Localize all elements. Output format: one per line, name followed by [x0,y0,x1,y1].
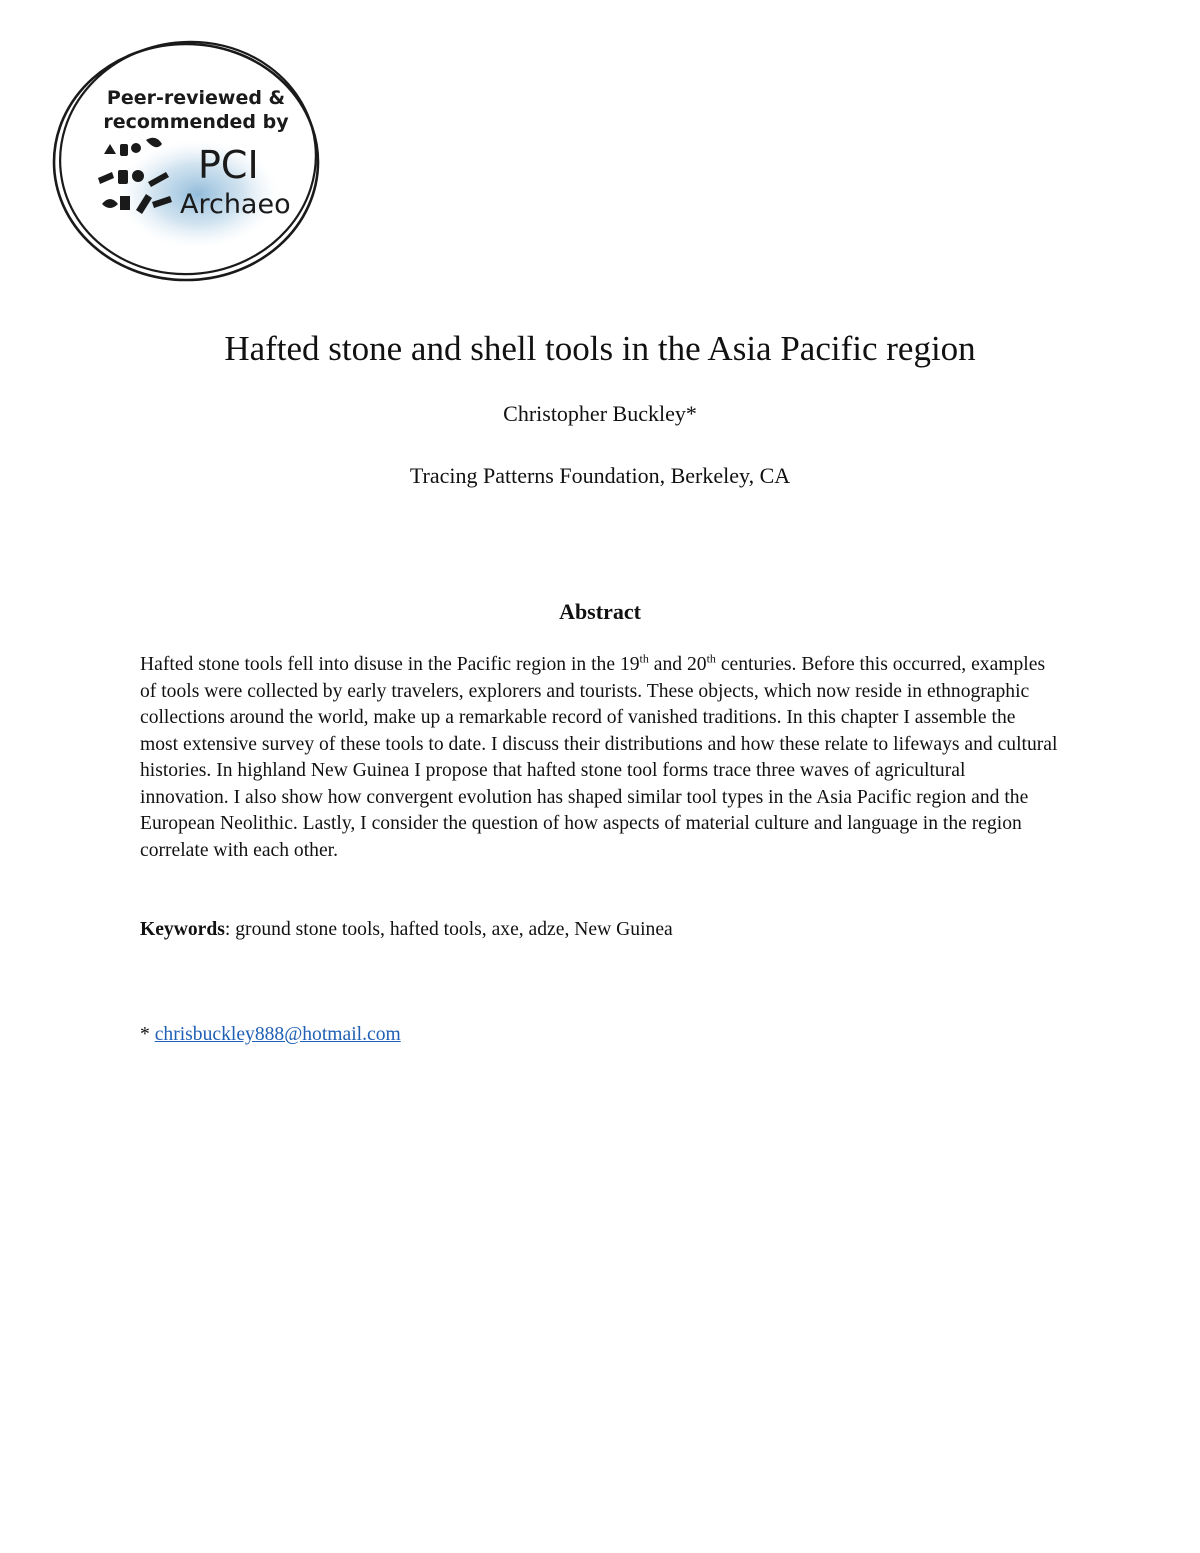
jar-icon [118,170,128,184]
badge-line2: recommended by [103,111,289,133]
abstract-text-1: Hafted stone tools fell into disuse in the Pacific region in the 19 [140,654,640,675]
paper-author: Christopher Buckley* [503,401,697,426]
author-email-link[interactable]: chrisbuckley888@hotmail.com [154,1024,401,1045]
trowel-icon [98,172,114,184]
paper-affiliation: Tracing Patterns Foundation, Berkeley, CA [409,463,791,488]
abstract-sup-2: th [706,651,716,666]
paper-title: Hafted stone and shell tools in the Asia Pacific region [224,329,976,368]
skull-icon [131,143,141,153]
badge-graphic [48,36,328,286]
bird-icon [146,138,162,147]
badge-archaeo: Archaeo [180,189,291,220]
author-footnote [140,1022,401,1049]
pyramid-icon [104,144,116,154]
leaf-icon [102,199,118,208]
keywords-list: : ground stone tools, hafted tools, axe, adze, New Guinea [224,919,673,940]
keywords-label: Keywords [140,919,225,940]
abstract-text-2: and 20 [648,654,707,675]
badge-line1: Peer-reviewed & [106,87,286,109]
footnote-marker: * [140,1024,155,1045]
abstract-body [140,652,1058,864]
peer-review-badge [48,36,328,286]
keywords [140,917,1060,944]
coin-icon [132,170,144,182]
abstract-sup-1: th [639,651,649,666]
abstract-text-3: centuries. Before this occurred, examples of tools were collected by early travelers, explorers and tourists. These objects, which now reside in ethnographic collections around the world, make up a remarkable record of vanished traditions. In this chapter I assemble the most extensive survey of these tools to date. I discuss their distributions and how these relate to lifeways and cultural histories. In highland New Guinea I propose that hafted stone tool forms trace three waves of agricultural innovation. I also show how convergent evolution has shaped similar tool types in the Asia Pacific region and the European Neolithic. Lastly, I consider the question of how aspects of material culture and language in the region correlate with each other. [140,654,1058,861]
column-icon [120,196,130,210]
vase-icon [120,144,128,156]
badge-pci: PCI [198,143,259,187]
abstract-heading: Abstract [559,599,641,624]
